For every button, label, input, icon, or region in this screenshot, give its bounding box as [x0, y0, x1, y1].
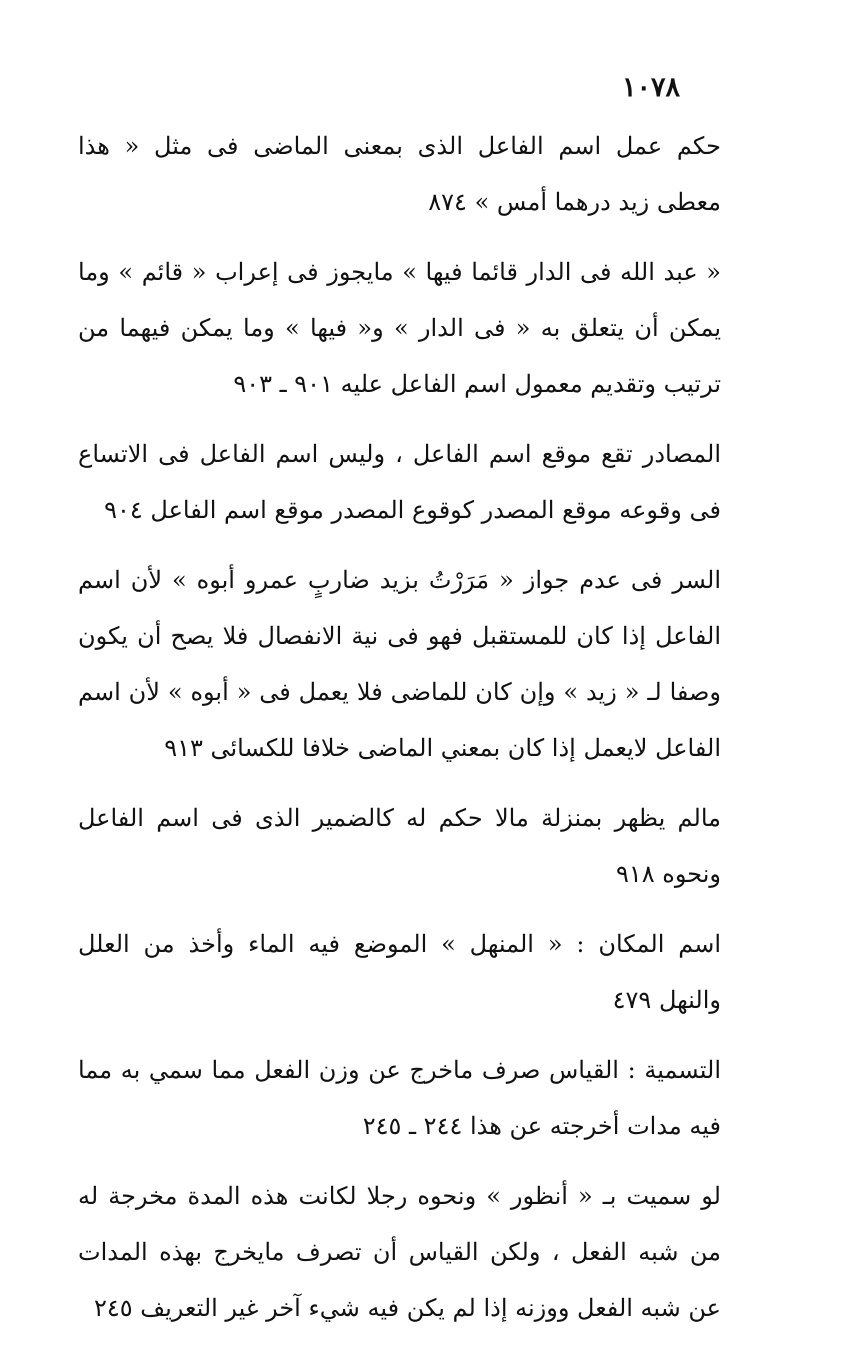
page-number: ١٠٧٨ [622, 72, 681, 103]
index-entry: التسمية : القياس صرف ماخرج عن وزن الفعل مما سمي به مما فيه مدات أخرجته عن هذا ٢٤٤ ـ ٢٤٥ [78, 1056, 721, 1140]
index-entry: مالم يظهر بمنزلة مالا حكم له كالضمير الذى فى اسم الفاعل ونحوه ٩١٨ [78, 804, 721, 888]
index-entry: اسم المكان : « المنهل » الموضع فيه الماء وأخذ من العلل والنهل ٤٧٩ [78, 930, 721, 1014]
index-entry: المصادر تقع موقع اسم الفاعل ، وليس اسم الفاعل فى الاتساع فى وقوعه موقع المصدر كوقوع المصدر موقع اسم الفاعل ٩٠٤ [78, 440, 721, 524]
index-entry: « عبد الله فى الدار قائما فيها » مايجوز فى إعراب « قائم » وما يمكن أن يتعلق به « فى الدار » و« فيها » وما يمكن فيهما من ترتيب وتقديم معمول اسم الفاعل عليه ٩٠١ ـ ٩٠٣ [78, 258, 721, 398]
index-entry: لو سميت بـ « أنظور » ونحوه رجلا لكانت هذه المدة مخرجة له من شبه الفعل ، ولكن القياس أن تصرف مايخرج بهذه المدات عن شبه الفعل ووزنه إذا لم يكن فيه شيء آخر غير التعريف ٢٤٥ [78, 1182, 721, 1322]
index-entries [78, 118, 721, 1336]
index-entry: حكم عمل اسم الفاعل الذى بمعنى الماضى فى مثل « هذا معطى زيد درهما أمس » ٨٧٤ [78, 132, 721, 216]
index-entry: السر فى عدم جواز « مَرَرْتُ بزيد ضاربٍ عمرو أبوه » لأن اسم الفاعل إذا كان للمستقبل فهو فى نية الانفصال فلا يصح أن يكون وصفا لـ « زيد » وإن كان للماضى فلا يعمل فى « أبوه » لأن اسم الفاعل لايعمل إذا كان بمعني الماضى خلافا للكسائى ٩١٣ [78, 566, 721, 762]
